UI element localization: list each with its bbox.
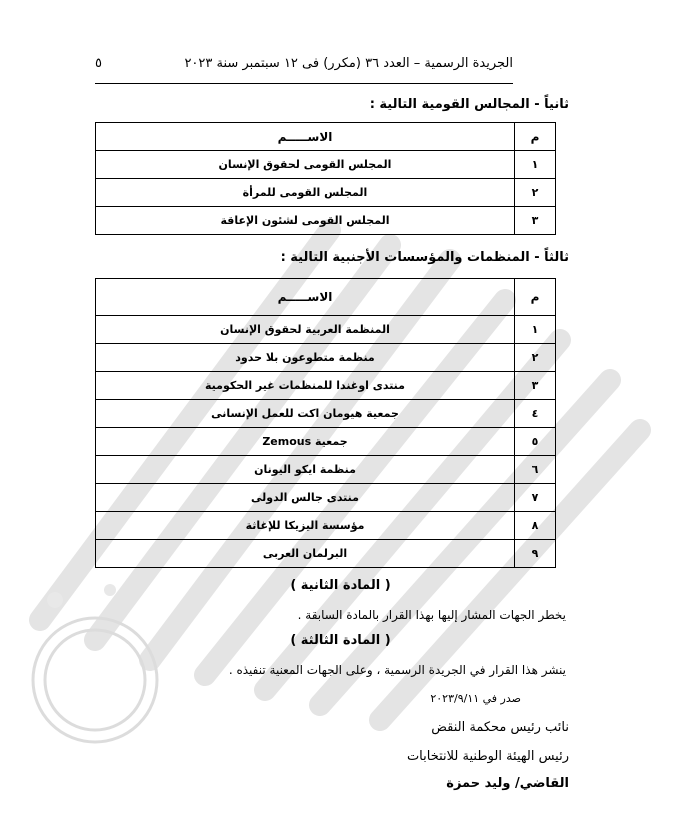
section-three-heading: ثالثاً - المنظمات والمؤسسات الأجنبية التالية : (280, 250, 569, 265)
row-number: ٢ (515, 344, 556, 372)
row-number: ٨ (515, 512, 556, 540)
row-name: منظمة ايكو اليونان (96, 456, 515, 484)
table-row (96, 344, 556, 372)
row-number: ١ (515, 316, 556, 344)
row-name: المجلس القومى لحقوق الإنسان (96, 151, 515, 179)
article-three-title: ( المادة الثالثة ) (290, 633, 391, 648)
section-three-table (95, 278, 556, 568)
article-two-title: ( المادة الثانية ) (290, 578, 391, 593)
table-row (96, 179, 556, 207)
issued-date: صدر في ٢٠٢٣/٩/١١ (430, 692, 521, 705)
col-name-header: الاســـــم (96, 279, 515, 316)
table-row (96, 151, 556, 179)
article-three-text: ينشر هذا القرار في الجريدة الرسمية ، وعلى الجهات المعنية تنفيذه . (228, 663, 566, 677)
row-name: البرلمان العربى (96, 540, 515, 568)
row-name: المجلس القومى للمرأة (96, 179, 515, 207)
table-row (96, 372, 556, 400)
table-row (96, 207, 556, 235)
row-name: جمعية Zemous (96, 428, 515, 456)
row-name: منتدى اوغندا للمنظمات غير الحكومية (96, 372, 515, 400)
row-number: ٦ (515, 456, 556, 484)
table-row (96, 400, 556, 428)
row-number: ٣ (515, 372, 556, 400)
col-num-header: م (515, 279, 556, 316)
table-row (96, 540, 556, 568)
row-number: ٤ (515, 400, 556, 428)
col-num-header: م (515, 123, 556, 151)
row-name: المجلس القومى لشئون الإعاقة (96, 207, 515, 235)
table-header-row (96, 123, 556, 151)
row-name: المنظمة العربية لحقوق الإنسان (96, 316, 515, 344)
row-name: منظمة متطوعون بلا حدود (96, 344, 515, 372)
table-row (96, 512, 556, 540)
col-name-header: الاســـــم (96, 123, 515, 151)
article-two-text: يخطر الجهات المشار إليها بهذا القرار بالمادة السابقة . (297, 608, 566, 622)
table-row (96, 428, 556, 456)
row-name: جمعية هيومان اكت للعمل الإنسانى (96, 400, 515, 428)
row-number: ٧ (515, 484, 556, 512)
row-number: ١ (515, 151, 556, 179)
signature-name: القاضي/ وليد حمزة (446, 776, 569, 791)
signature-title-2: رئيس الهيئة الوطنية للانتخابات (406, 749, 569, 764)
row-number: ٩ (515, 540, 556, 568)
table-row (96, 456, 556, 484)
header-title: الجريدة الرسمية – العدد ٣٦ (مكرر) فى ١٢ سبتمبر سنة ٢٠٢٣ (184, 55, 513, 71)
section-two-heading: ثانياً - المجالس القومية التالية : (369, 97, 569, 112)
row-number: ٥ (515, 428, 556, 456)
page-header (95, 52, 513, 74)
row-number: ٣ (515, 207, 556, 235)
row-name: مؤسسة اليزيكا للإغاثة (96, 512, 515, 540)
table-row (96, 316, 556, 344)
row-name: منتدى جالس الدولى (96, 484, 515, 512)
row-number: ٢ (515, 179, 556, 207)
table-row (96, 484, 556, 512)
section-two-table (95, 122, 556, 235)
page-number: ٥ (95, 55, 102, 71)
header-rule (95, 83, 513, 84)
table-header-row (96, 279, 556, 316)
signature-title-1: نائب رئيس محكمة النقض (431, 720, 569, 735)
